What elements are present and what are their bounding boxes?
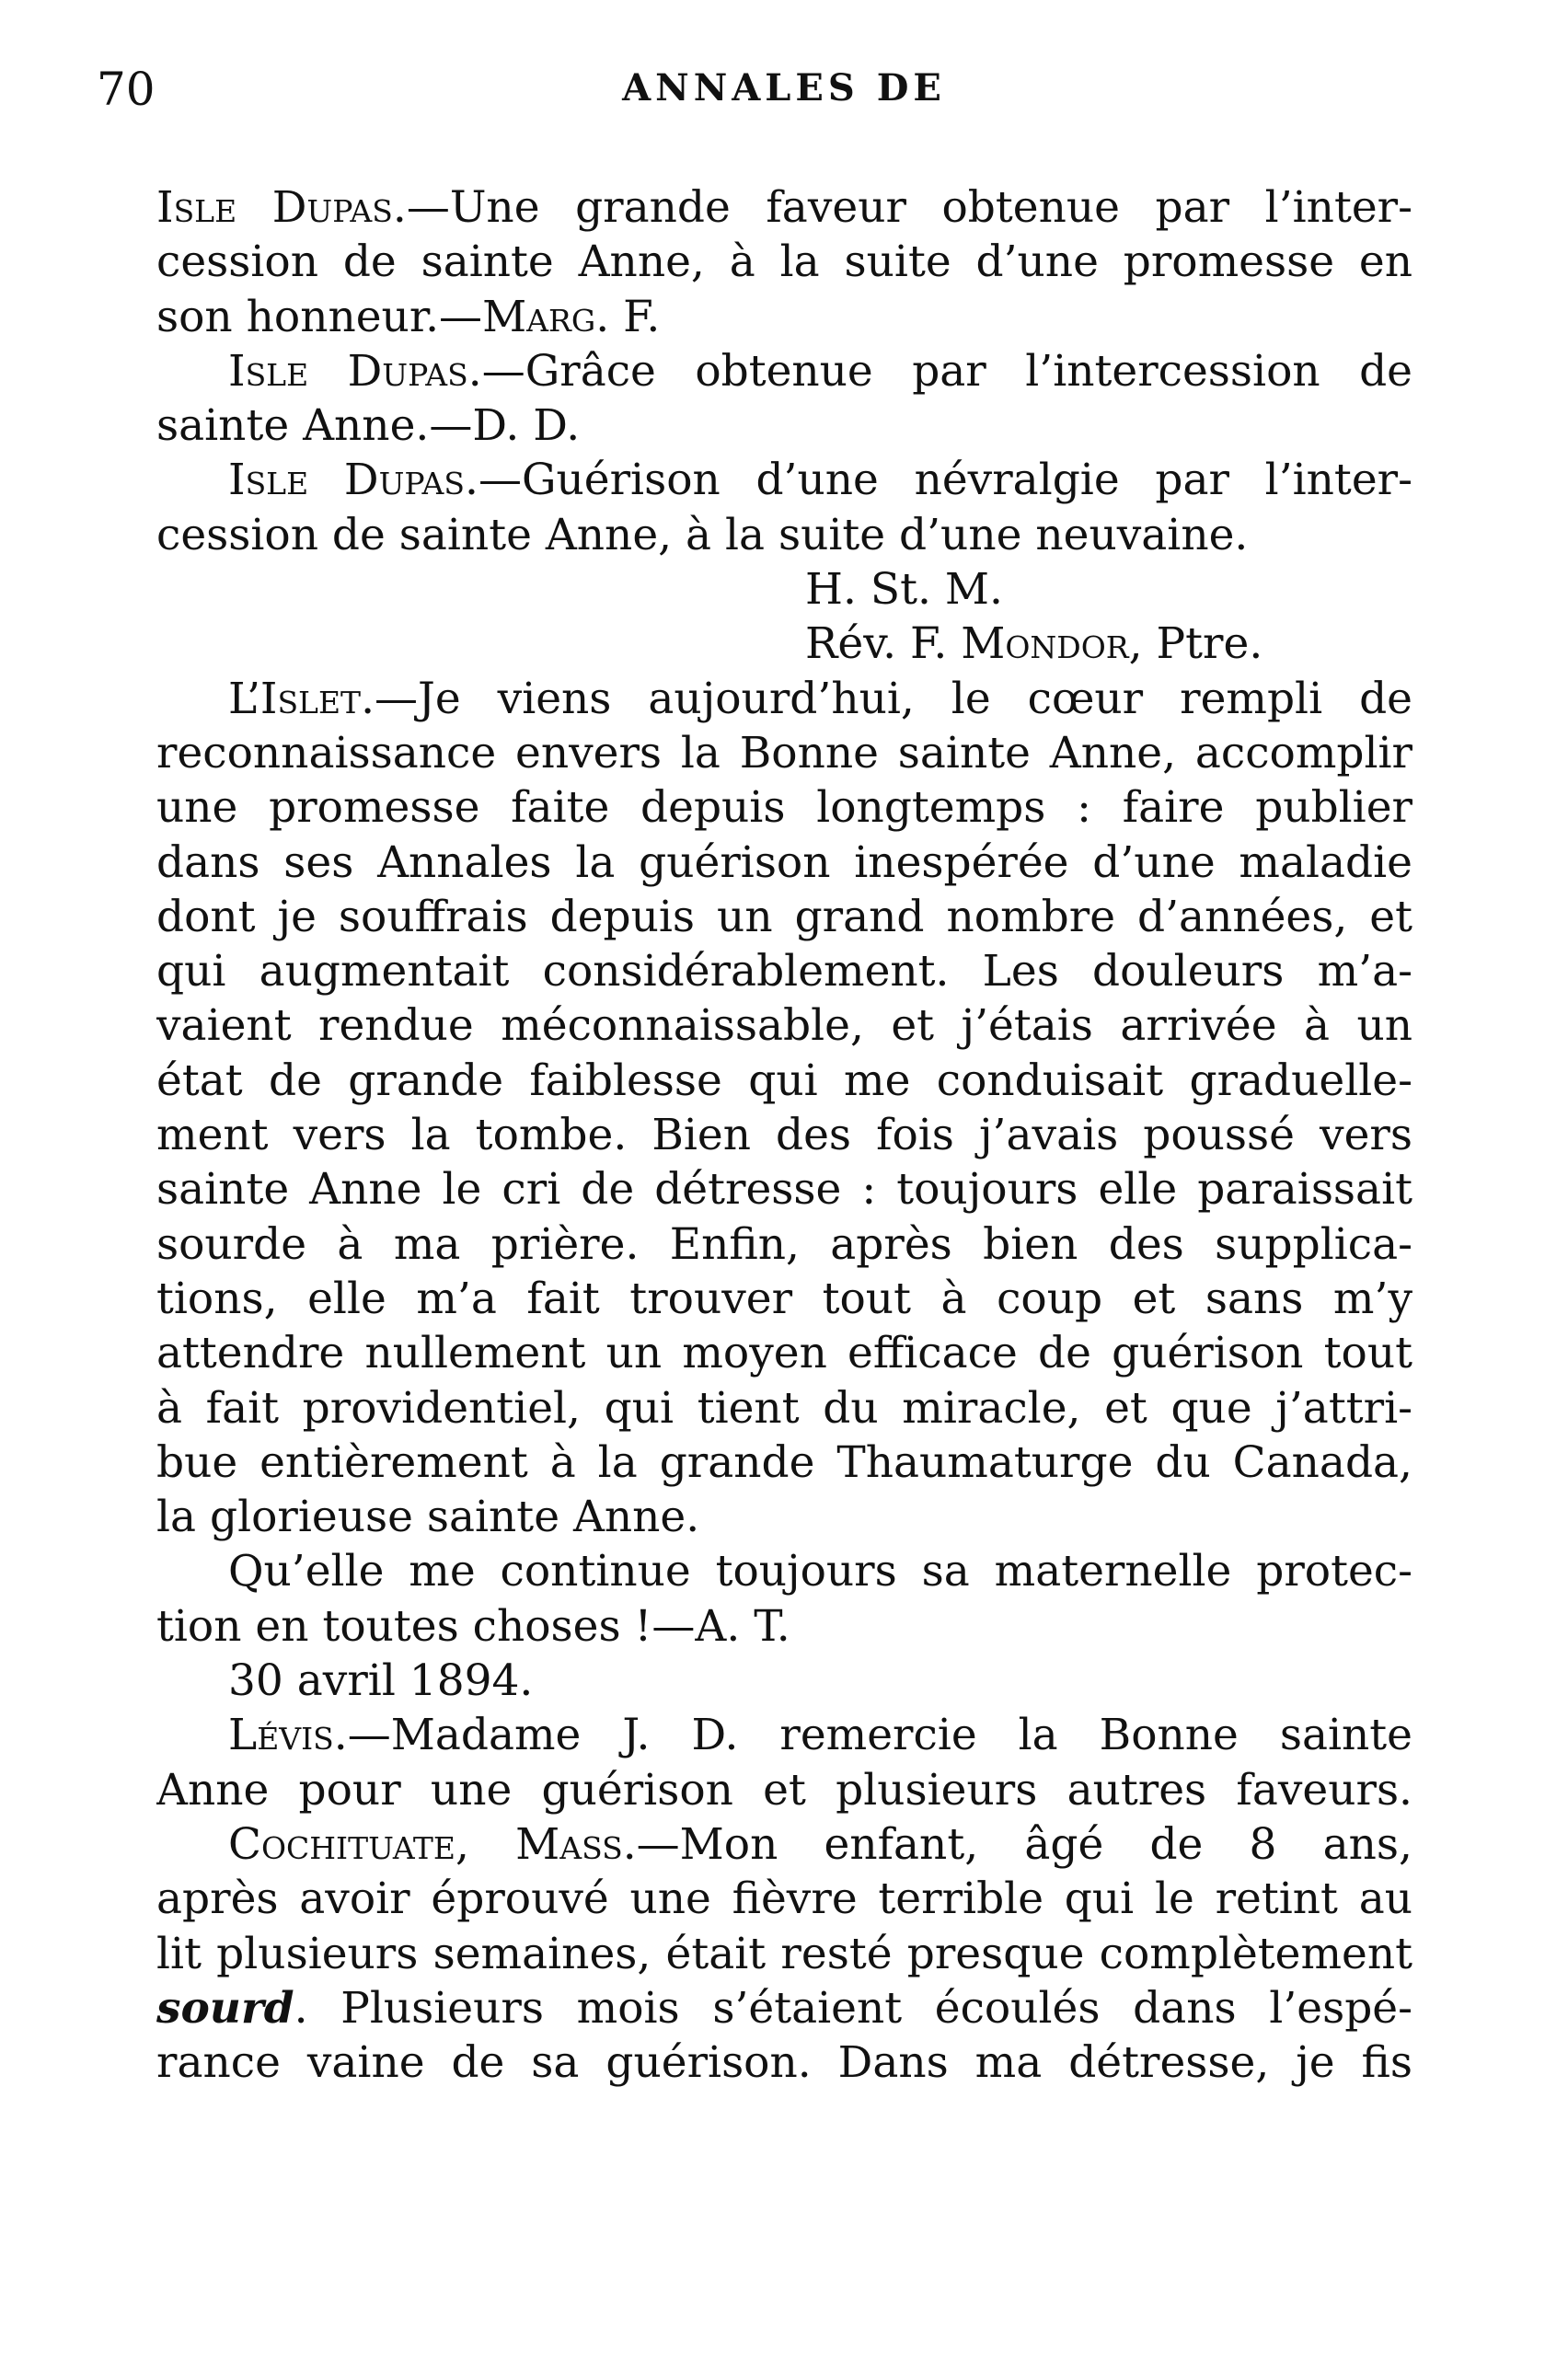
page-number: 70 xyxy=(97,63,156,116)
text-line: son honneur.—Marg. F. xyxy=(156,291,661,342)
signature-line: H. St. M. xyxy=(805,564,1003,616)
text-line: dont je souffrais depuis un grand nombre d’années, et xyxy=(156,891,1412,942)
text-line: Anne pour une guérison et plusieurs autres faveurs. xyxy=(156,1764,1412,1816)
text-line: Isle Dupas.—Grâce obtenue par l’intercession de xyxy=(228,345,1412,397)
running-title: ANNALES DE xyxy=(622,66,946,110)
text-line: la glorieuse sainte Anne. xyxy=(156,1492,700,1543)
text-line: dans ses Annales la guérison inespérée d’une maladie xyxy=(156,836,1412,888)
text-line: L’Islet.—Je viens aujourd’hui, le cœur rempli de xyxy=(228,673,1412,724)
text-line: rance vaine de sa guérison. Dans ma détresse, je fis xyxy=(156,2037,1412,2089)
text-line: sainte Anne.—D. D. xyxy=(156,400,581,452)
text-line: à fait providentiel, qui tient du miracle, et que j’attri- xyxy=(156,1382,1412,1434)
text-line: cession de sainte Anne, à la suite d’une neuvaine. xyxy=(156,509,1249,560)
date-line: 30 avril 1894. xyxy=(228,1655,534,1707)
text-line: tions, elle m’a fait trouver tout à coup et sans m’y xyxy=(156,1273,1412,1324)
text-line: reconnaissance envers la Bonne sainte Anne, accomplir xyxy=(156,727,1412,778)
page-header xyxy=(0,63,1568,127)
text-line: une promesse faite depuis longtemps : faire publier xyxy=(156,782,1412,834)
text-line: Lévis.—Madame J. D. remercie la Bonne sainte xyxy=(228,1710,1412,1761)
text-line: Isle Dupas.—Une grande faveur obtenue par l’inter- xyxy=(156,182,1412,233)
text-line: cession de sainte Anne, à la suite d’une promesse en xyxy=(156,236,1412,288)
text-line: lit plusieurs semaines, était resté presque complètement xyxy=(156,1928,1412,1979)
text-line: sourd. Plusieurs mois s’étaient écoulés dans l’espé- xyxy=(156,1982,1412,2034)
text-line: tion en toutes choses !—A. T. xyxy=(156,1600,790,1652)
text-line: qui augmentait considérablement. Les douleurs m’a- xyxy=(156,946,1412,997)
text-line: bue entièrement à la grande Thaumaturge du Canada, xyxy=(156,1436,1412,1488)
body-text xyxy=(156,180,1412,2090)
text-line: Qu’elle me continue toujours sa maternelle protec- xyxy=(228,1546,1412,1597)
text-line: état de grande faiblesse qui me conduisait graduelle- xyxy=(156,1055,1412,1106)
text-line: sourde à ma prière. Enfin, après bien des supplica- xyxy=(156,1218,1412,1270)
signature-line: Rév. F. Mondor, Ptre. xyxy=(805,618,1263,670)
text-line: ment vers la tombe. Bien des fois j’avais poussé vers xyxy=(156,1110,1412,1161)
text-line: attendre nullement un moyen efficace de guérison tout xyxy=(156,1328,1412,1379)
text-line: vaient rendue méconnaissable, et j’étais arrivée à un xyxy=(156,1000,1412,1052)
text-line: sainte Anne le cri de détresse : toujours elle paraissait xyxy=(156,1164,1412,1216)
text-line: Isle Dupas.—Guérison d’une névralgie par l’inter- xyxy=(228,455,1412,506)
text-line: après avoir éprouvé une fièvre terrible qui le retint au xyxy=(156,1873,1412,1925)
text-line: Cochituate, Mass.—Mon enfant, âgé de 8 ans, xyxy=(228,1818,1412,1870)
